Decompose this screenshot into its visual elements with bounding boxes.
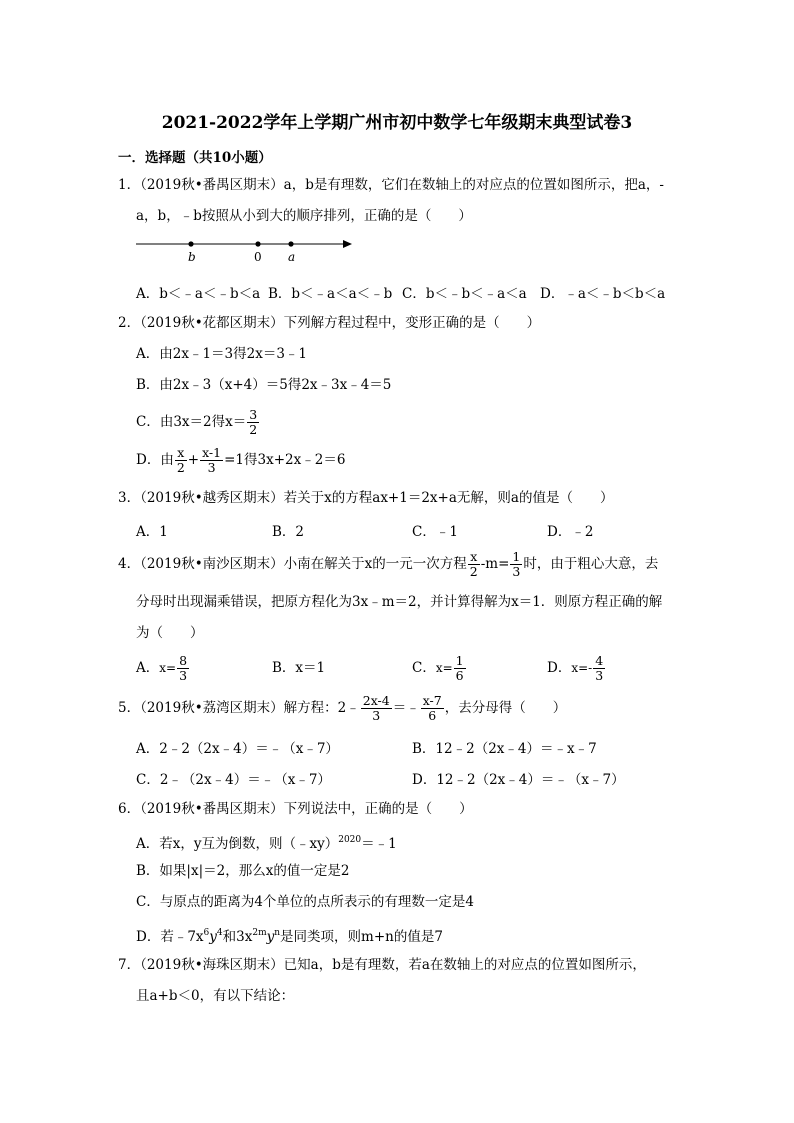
q4-stem-line3: 为（ ） [136, 625, 204, 641]
q5-option-d[interactable]: D．12﹣2（2x﹣4）＝﹣（x﹣7） [412, 772, 625, 788]
q2-d-prefix: D．由 [136, 452, 174, 468]
q3-option-d[interactable]: D．﹣2 [547, 524, 594, 540]
q4-stem-line2: 分母时出现漏乘错误，把原方程化为3x﹣m＝2，并计算得解为x＝1．则原方程正确的解 [136, 594, 663, 610]
q4-stem-suffix: 时，由于粗心大意，去 [523, 556, 659, 572]
q4-stem-line1 [118, 546, 658, 582]
q1-option-a[interactable]: A．b＜﹣a＜﹣b＜a [136, 286, 261, 302]
q1-option-c[interactable]: C．b＜﹣b＜﹣a＜a [402, 286, 527, 302]
q5-option-c[interactable]: C．2﹣（2x﹣4）＝﹣（x﹣7） [136, 772, 331, 788]
q2-option-a[interactable]: A．由2x﹣1＝3得2x＝3﹣1 [136, 346, 308, 362]
q6-stem: 6．（2019秋•番禺区期末）下列说法中，正确的是（ ） [118, 801, 473, 817]
label-a: a [288, 250, 296, 264]
point-a [288, 241, 293, 246]
q6-option-b[interactable]: B．如果|x|＝2，那么x的值一定是2 [136, 863, 350, 879]
q2-d-suffix: =1得3x+2x﹣2＝6 [224, 452, 346, 468]
q5-fraction-2: $\frac{x-7}{6}$ [422, 693, 442, 723]
q2-option-c[interactable] [136, 404, 260, 440]
section-heading: 一．选择题（共10小题） [118, 150, 272, 166]
q2-option-d[interactable] [136, 442, 345, 478]
q4-stem-prefix: 4．（2019秋•南沙区期末）小南在解关于x的一元一次方程 [118, 556, 467, 572]
q4-option-b[interactable]: B．x＝1 [272, 660, 326, 676]
q5-stem-suffix: ，去分母得（ ） [444, 700, 567, 716]
point-b [188, 241, 193, 246]
number-line-arrow [343, 240, 352, 248]
q5-stem-prefix: 5．（2019秋•荔湾区期末）解方程：2﹣ [118, 700, 360, 716]
q1-number-line [136, 234, 366, 268]
q3-option-c[interactable]: C．﹣1 [412, 524, 458, 540]
q5-option-a[interactable]: A．2﹣2（2x﹣4）＝﹣（x﹣7） [136, 741, 339, 757]
q4-fraction-2: $\frac{1}{3}$ [512, 549, 521, 579]
q1-stem-line2: a，b，﹣b按照从小到大的顺序排列，正确的是（ ） [136, 208, 472, 224]
q4-option-a[interactable]: A．x= $\frac{8}{3}$ [136, 653, 188, 683]
q2-option-b[interactable]: B．由2x﹣3（x+4）＝5得2x﹣3x﹣4＝5 [136, 377, 392, 393]
q4-option-c[interactable]: C．x= $\frac{1}{6}$ [412, 653, 464, 683]
q4-option-d[interactable]: D．x=- $\frac{4}{3}$ [547, 653, 604, 683]
q4-fraction-1: $\frac{x}{2}$ [469, 549, 478, 579]
q6-option-d[interactable]: D．若$﹣7x^6y^4$和$3x^{2m}y^n$是同类项，则m+n的值是7 [136, 928, 443, 945]
q3-option-a[interactable]: A．1 [136, 524, 168, 540]
q4-stem-mid: -m= [480, 556, 510, 572]
label-b: b [188, 250, 196, 264]
q2-stem: 2．（2019秋•花都区期末）下列解方程过程中，变形正确的是（ ） [118, 315, 541, 331]
q1-stem-line1: 1．（2019秋•番禺区期末）a，b是有理数，它们在数轴上的对应点的位置如图所示，把a，- [118, 177, 664, 193]
q2-c-text: C．由3x＝2得x＝ [136, 414, 247, 430]
q2-d-fraction-2: $\frac{x-1}{3}$ [202, 445, 222, 475]
q2-d-plus: + [187, 452, 200, 468]
page-title: 2021-2022学年上学期广州市初中数学七年级期末典型试卷3 [161, 113, 633, 133]
label-zero: 0 [254, 250, 262, 264]
q3-option-b[interactable]: B．2 [272, 524, 305, 540]
q5-option-b[interactable]: B．12﹣2（2x﹣4）＝﹣x﹣7 [412, 741, 597, 757]
q2-c-fraction: $\frac{3}{2}$ [249, 407, 258, 437]
point-zero [255, 241, 260, 246]
q7-stem-line1: 7．（2019秋•海珠区期末）已知a，b是有理数，若a在数轴上的对应点的位置如图所示， [118, 957, 646, 973]
q6-option-a[interactable]: A．若x，y互为倒数，则（﹣xy）$^{2020}$＝﹣1 [136, 835, 397, 852]
q1-option-b[interactable]: B．b＜﹣a＜a＜﹣b [268, 286, 393, 302]
q2-d-fraction-1: $\frac{x}{2}$ [176, 445, 185, 475]
q3-stem: 3．（2019秋•越秀区期末）若关于x的方程ax+1＝2x+a无解，则a的值是（ ） [118, 490, 614, 506]
q5-stem-mid: ＝﹣ [392, 700, 420, 716]
q1-option-d[interactable]: D．﹣a＜﹣b＜b＜a [540, 286, 666, 302]
q5-fraction-1: $\frac{2x-4}{3}$ [362, 693, 390, 723]
q6-option-c[interactable]: C．与原点的距离为4个单位的点所表示的有理数一定是4 [136, 894, 475, 910]
q5-stem [118, 690, 566, 726]
q7-stem-line2: 且a+b＜0，有以下结论： [136, 988, 295, 1004]
